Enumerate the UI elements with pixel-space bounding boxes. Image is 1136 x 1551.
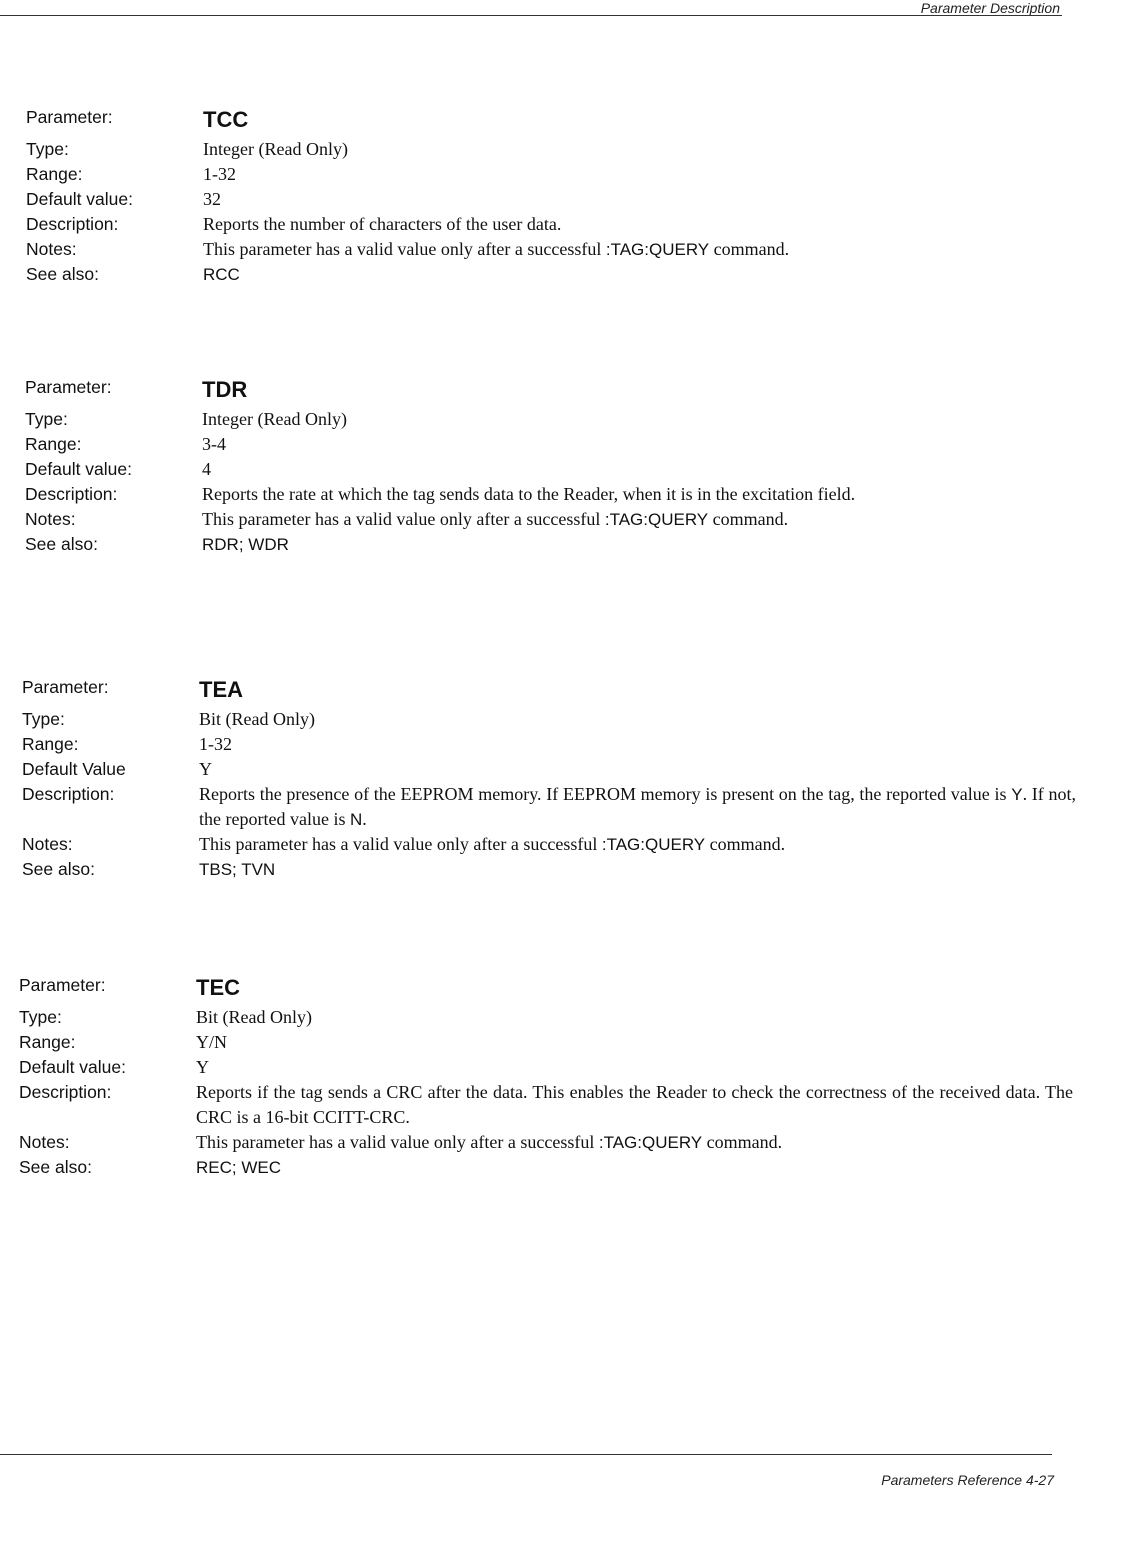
default-value: 32 [203, 189, 221, 209]
notes-row [19, 1130, 1136, 1155]
notes-command: :TAG:QUERY [604, 510, 709, 529]
description-text: Reports the presence of the EEPROM memory. If EEPROM memory is present on the tag, the reported value is [199, 784, 1012, 804]
param-block-tdr [25, 373, 1136, 557]
notes-label: Notes: [26, 239, 77, 259]
see-also-value: RDR; WDR [202, 535, 289, 554]
notes-row [26, 237, 1136, 262]
type-value: Bit (Read Only) [196, 1007, 312, 1027]
range-row [26, 162, 1136, 187]
description-text-mid: . If not, the reported value is [199, 784, 1076, 829]
description-label: Description: [25, 484, 118, 504]
see-also-row [26, 262, 1136, 287]
param-name-row [25, 373, 1136, 407]
default-value: Y [196, 1057, 209, 1077]
range-label: Range: [22, 734, 79, 754]
range-label: Range: [25, 434, 82, 454]
notes-text-end: command. [709, 239, 790, 259]
see-also-row [19, 1155, 1136, 1180]
see-also-label: See also: [25, 534, 98, 554]
description-row [22, 782, 1136, 832]
default-label: Default value: [26, 189, 134, 209]
notes-text: This parameter has a valid value only after a successful [196, 1132, 599, 1152]
notes-text: This parameter has a valid value only after a successful [203, 239, 606, 259]
default-value: 4 [202, 459, 211, 479]
parameter-label: Parameter: [19, 975, 106, 995]
description-value: Reports if the tag sends a CRC after the data. This enables the Reader to check the correctness of the received data. The CRC is a 16-bit CCITT-CRC. [196, 1082, 1073, 1127]
notes-command: :TAG:QUERY [601, 835, 706, 854]
range-row [25, 432, 1136, 457]
notes-text-end: command. [702, 1132, 783, 1152]
range-row [19, 1030, 1136, 1055]
type-label: Type: [26, 139, 69, 159]
see-also-row [25, 532, 1136, 557]
notes-value [199, 832, 1076, 857]
parameter-label: Parameter: [22, 677, 109, 697]
range-value: Y/N [196, 1032, 227, 1052]
see-also-label: See also: [22, 859, 95, 879]
notes-label: Notes: [19, 1132, 70, 1152]
param-name: TCC [203, 107, 249, 132]
description-label: Description: [19, 1082, 112, 1102]
description-value [199, 782, 1076, 832]
notes-value [202, 507, 1079, 532]
header-rule [0, 15, 1062, 16]
notes-value [203, 237, 1080, 262]
range-value: 1-32 [199, 734, 232, 754]
param-block-tcc [26, 103, 1136, 287]
parameter-label: Parameter: [26, 107, 113, 127]
see-also-label: See also: [26, 264, 99, 284]
type-value: Integer (Read Only) [202, 409, 347, 429]
running-header: Parameter Description [920, 0, 1060, 16]
notes-text-end: command. [705, 834, 786, 854]
range-label: Range: [19, 1032, 76, 1052]
notes-text-end: command. [708, 509, 789, 529]
description-value: Reports the number of characters of the user data. [203, 214, 562, 234]
default-row [22, 757, 1136, 782]
notes-row [22, 832, 1136, 857]
see-also-value: RCC [203, 265, 240, 284]
default-row [25, 457, 1136, 482]
param-name-row [26, 103, 1136, 137]
description-row [26, 212, 1136, 237]
default-row [26, 187, 1136, 212]
footer-rule [0, 1454, 1052, 1455]
type-row [22, 707, 1136, 732]
description-label: Description: [26, 214, 119, 234]
param-block-tec [19, 971, 1136, 1180]
description-row [25, 482, 1136, 507]
type-value: Integer (Read Only) [203, 139, 348, 159]
default-row [19, 1055, 1136, 1080]
type-label: Type: [25, 409, 68, 429]
notes-text: This parameter has a valid value only after a successful [199, 834, 602, 854]
range-label: Range: [26, 164, 83, 184]
range-row [22, 732, 1136, 757]
see-also-value: REC; WEC [196, 1158, 281, 1177]
type-row [19, 1005, 1136, 1030]
description-label: Description: [22, 784, 115, 804]
default-label: Default value: [25, 459, 133, 479]
notes-command: :TAG:QUERY [598, 1133, 703, 1152]
page-footer: Parameters Reference 4-27 [881, 1472, 1054, 1488]
description-y: Y [1011, 785, 1023, 804]
type-row [26, 137, 1136, 162]
parameter-label: Parameter: [25, 377, 112, 397]
default-value: Y [199, 759, 212, 779]
param-name-row [22, 673, 1136, 707]
param-name: TDR [202, 377, 248, 402]
range-value: 3-4 [202, 434, 226, 454]
notes-text: This parameter has a valid value only after a successful [202, 509, 605, 529]
see-also-row [22, 857, 1136, 882]
type-label: Type: [22, 709, 65, 729]
type-label: Type: [19, 1007, 62, 1027]
see-also-value: TBS; TVN [199, 860, 276, 879]
param-block-tea [22, 673, 1136, 882]
notes-value [196, 1130, 1073, 1155]
notes-label: Notes: [22, 834, 73, 854]
param-name-row [19, 971, 1136, 1005]
notes-command: :TAG:QUERY [605, 240, 710, 259]
default-label: Default Value [22, 759, 126, 779]
type-row [25, 407, 1136, 432]
notes-row [25, 507, 1136, 532]
description-row [19, 1080, 1136, 1130]
param-name: TEC [196, 975, 240, 1000]
description-n: N [349, 810, 363, 829]
see-also-label: See also: [19, 1157, 92, 1177]
param-name: TEA [199, 677, 243, 702]
description-text-end: . [362, 809, 367, 829]
type-value: Bit (Read Only) [199, 709, 315, 729]
notes-label: Notes: [25, 509, 76, 529]
range-value: 1-32 [203, 164, 236, 184]
default-label: Default value: [19, 1057, 127, 1077]
description-value: Reports the rate at which the tag sends data to the Reader, when it is in the excitation field. [202, 484, 856, 504]
